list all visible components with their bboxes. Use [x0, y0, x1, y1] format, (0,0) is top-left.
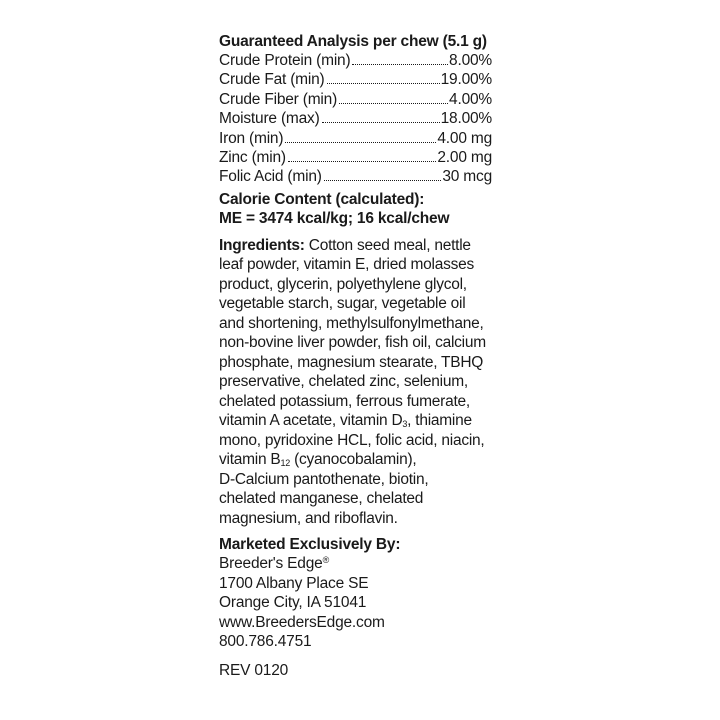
dot-leader — [285, 142, 436, 143]
analysis-value: 4.00% — [449, 90, 492, 108]
ingredients-line: product, glycerin, polyethylene glycol, — [219, 275, 467, 293]
marketed-by-heading: Marketed Exclusively By: — [219, 536, 401, 554]
dot-leader — [324, 180, 442, 181]
analysis-label: Zinc (min) — [219, 149, 286, 167]
phone-number: 800.786.4751 — [219, 633, 312, 651]
guaranteed-analysis-heading: Guaranteed Analysis per chew (5.1 g) — [219, 33, 487, 50]
ingredients-line: D-Calcium pantothenate, biotin, — [219, 470, 429, 488]
dot-leader — [327, 83, 440, 84]
analysis-value: 19.00% — [440, 71, 492, 89]
dot-leader — [288, 161, 437, 162]
ingredients-line — [219, 411, 519, 431]
analysis-label: Crude Fiber (min) — [219, 90, 338, 108]
ingredients-line — [219, 450, 519, 470]
ingredients-line: and shortening, methylsulfonylmethane, — [219, 314, 484, 332]
street-address: 1700 Albany Place SE — [219, 574, 369, 592]
ingredients-text: (cyanocobalamin), — [290, 451, 417, 469]
registered-mark: ® — [322, 555, 329, 566]
dot-leader — [352, 64, 448, 65]
ingredients-line: vegetable starch, sugar, vegetable oil — [219, 295, 466, 313]
calorie-content-value: ME = 3474 kcal/kg; 16 kcal/chew — [219, 209, 450, 227]
analysis-label: Moisture (max) — [219, 110, 320, 128]
ingredients-line — [219, 236, 519, 256]
ingredients-text: vitamin B — [219, 451, 281, 469]
ingredients-line: non-bovine liver powder, fish oil, calcium — [219, 334, 486, 352]
ingredients-line: mono, pyridoxine HCL, folic acid, niacin, — [219, 431, 485, 449]
calorie-content-heading: Calorie Content (calculated): — [219, 190, 425, 208]
analysis-row-crude-fat — [219, 70, 492, 89]
analysis-label: Crude Fat (min) — [219, 71, 325, 89]
ingredients-line: chelated potassium, ferrous fumerate, — [219, 392, 470, 410]
dot-leader — [322, 122, 440, 123]
ingredients-text: vitamin A acetate, vitamin D — [219, 412, 403, 430]
subscript: 12 — [280, 458, 291, 469]
analysis-value: 8.00% — [449, 52, 492, 69]
ingredients-line: preservative, chelated zinc, selenium, — [219, 373, 468, 391]
analysis-row-crude-protein — [219, 51, 492, 70]
subscript: 3 — [402, 419, 408, 430]
city-state-zip: Orange City, IA 51041 — [219, 594, 367, 612]
company-name: Breeder's Edge® — [219, 555, 329, 573]
ingredients-line: phosphate, magnesium stearate, TBHQ — [219, 353, 484, 371]
analysis-row-iron — [219, 129, 492, 148]
ingredients-line: leaf powder, vitamin E, dried molasses — [219, 256, 474, 274]
ingredients-label: Ingredients: — [219, 236, 305, 254]
analysis-value: 2.00 mg — [437, 149, 492, 167]
ingredients-text: , thiamine — [407, 412, 472, 430]
ingredients-section — [219, 236, 519, 529]
marketed-by-section — [219, 535, 519, 652]
ingredients-line: chelated manganese, chelated — [219, 490, 424, 508]
analysis-row-moisture — [219, 109, 492, 128]
analysis-value: 18.00% — [440, 110, 492, 128]
guaranteed-analysis-list — [219, 51, 519, 187]
analysis-value: 30 mcg — [442, 168, 492, 186]
analysis-row-zinc — [219, 148, 492, 167]
website: www.BreedersEdge.com — [219, 613, 385, 631]
nutrition-label-panel — [219, 32, 519, 680]
ingredients-text: Cotton seed meal, nettle — [304, 236, 471, 254]
ingredients-line: magnesium, and riboflavin. — [219, 509, 398, 527]
analysis-row-folic-acid — [219, 167, 492, 186]
revision-code: REV 0120 — [219, 661, 289, 679]
analysis-row-crude-fiber — [219, 90, 492, 109]
calorie-content-section — [219, 190, 519, 228]
analysis-label: Crude Protein (min) — [219, 52, 351, 69]
analysis-label: Folic Acid (min) — [219, 168, 322, 186]
analysis-label: Iron (min) — [219, 129, 284, 147]
analysis-value: 4.00 mg — [437, 129, 492, 147]
dot-leader — [339, 103, 448, 104]
